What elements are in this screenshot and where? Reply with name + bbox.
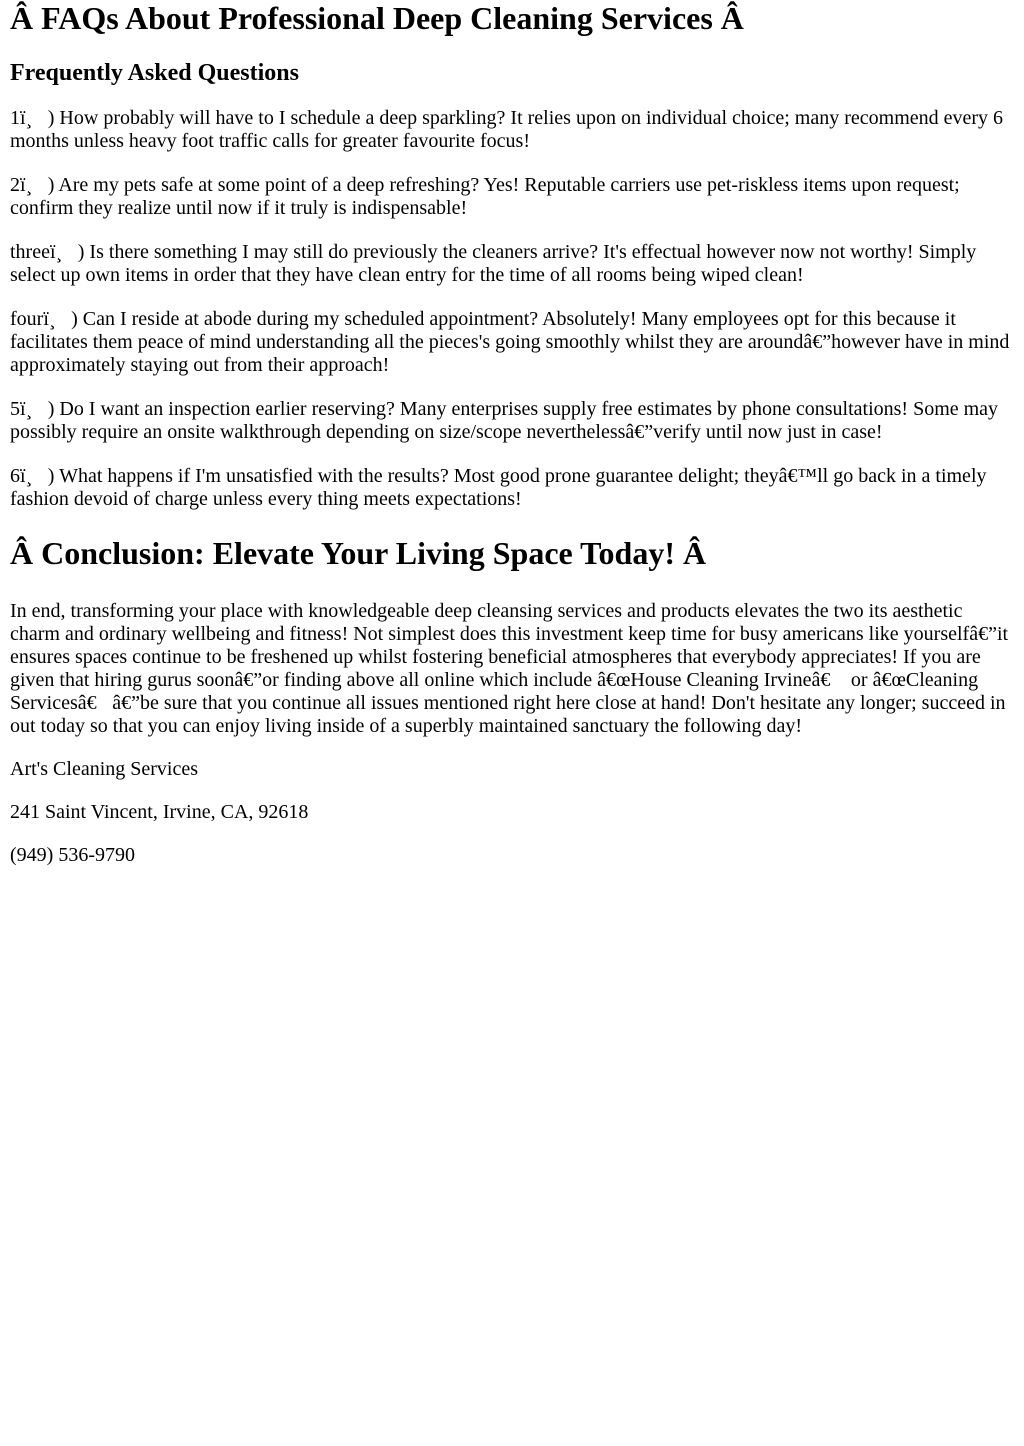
faq-item-1: 1ï¸⃣) How probably will have to I schedule a deep sparkling? It relies upon on individual choice; many recommend every 6 months unless heavy foot traffic calls for greater favourite focus! (10, 107, 1004, 152)
faq-list (10, 107, 1014, 511)
business-phone: (949) 536-9790 (10, 844, 135, 866)
main-heading: Â FAQs About Professional Deep Cleaning Services Â (10, 0, 744, 36)
conclusion-heading: Â Conclusion: Elevate Your Living Space Today! Â (10, 535, 707, 571)
faq-item-4: fourï¸⃣) Can I reside at abode during my scheduled appointment? Absolutely! Many employees opt for this because it facilitates them peace of mind understanding all the pieces's going smoothly whilst they are aroundâ€”however have in mind approximately staying out from their approach! (10, 308, 1010, 376)
conclusion-paragraph: In end, transforming your place with knowledgeable deep cleansing services and products elevates the two its aesthetic charm and ordinary wellbeing and fitness! Not simplest does this investment keep time for busy americans like yourselfâ€”it ensures spaces continue to be freshened up whilst fostering beneficial atmospheres that everybody appreciates! If you are given that hiring gurus soonâ€”or finding above all online which include â€œHouse Cleaning Irvineâ€⃣ or â€œCleaning Servicesâ€⃣â€”be sure that you continue all issues mentioned right here close at hand! Don't hesitate any longer; succeed in out today so that you can enjoy living inside of a superbly maintained sanctuary the following day! (10, 600, 1009, 737)
faq-item-3: threeï¸⃣) Is there something I may still do previously the cleaners arrive? It's effectual however now not worthy! Simply select up own items in order that they have clean entry for the time of all rooms being wiped clean! (10, 241, 977, 286)
faq-heading: Frequently Asked Questions (10, 60, 299, 86)
business-address: 241 Saint Vincent, Irvine, CA, 92618 (10, 801, 309, 823)
faq-item-2: 2ï¸⃣) Are my pets safe at some point of a deep refreshing? Yes! Reputable carriers use pet-riskless items upon request; confirm they realize until now if it truly is indispensable! (10, 174, 960, 219)
faq-item-6: 6ï¸⃣) What happens if I'm unsatisfied with the results? Most good prone guarantee delight; theyâ€™ll go back in a timely fashion devoid of charge unless every thing meets expectations! (10, 465, 987, 510)
faq-item-5: 5ï¸⃣) Do I want an inspection earlier reserving? Many enterprises supply free estimates by phone consultations! Some may possibly require an onsite walkthrough depending on size/scope neverthelessâ€”verify until now just in case! (10, 398, 999, 443)
business-name: Art's Cleaning Services (10, 758, 199, 780)
